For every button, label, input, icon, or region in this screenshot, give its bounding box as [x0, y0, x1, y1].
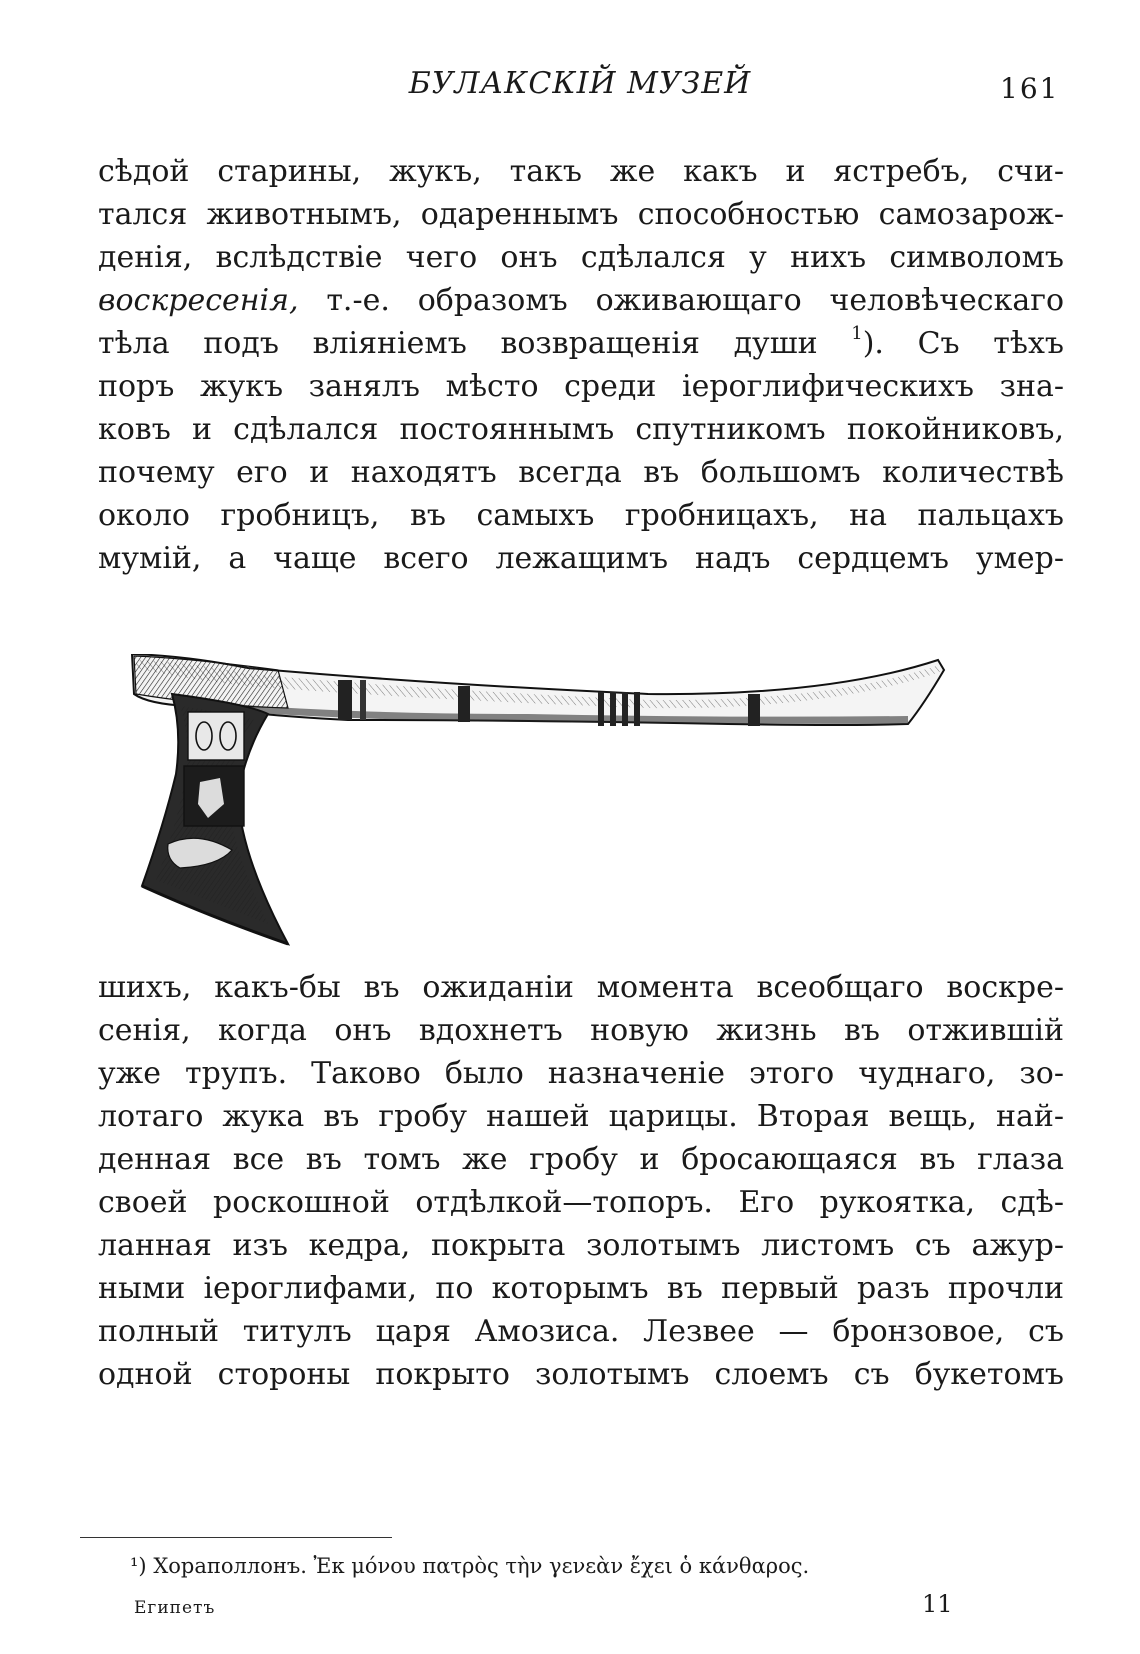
handle-band	[338, 680, 352, 720]
text-line	[98, 281, 1064, 321]
text-line: сенія, когда онъ вдохнетъ новую жизнь въ отжившій	[98, 1013, 1064, 1048]
footnote-text: Хораполлонъ. Ἐκ μόνου πατρὸς τὴν γενεὰν ἔχει ὁ κάνθαρος.	[153, 1554, 810, 1578]
italic-word: воскресенія,	[98, 283, 299, 318]
text-line-start: тѣла подъ вліяніемъ возвращенія души	[98, 326, 852, 361]
text-line: своей роскошной отдѣлкой—топоръ. Его рукоятка, сдѣ-	[98, 1185, 1064, 1220]
text-line: полный титулъ царя Амозиса. Лезвее — бронзовое, съ	[98, 1314, 1064, 1349]
text-line: поръ жукъ занялъ мѣсто среди іероглифическихъ зна-	[98, 369, 1064, 404]
page-number: 161	[1000, 72, 1060, 105]
handle-band	[634, 692, 640, 726]
footnote-reference: 1	[851, 323, 863, 344]
text-line: мумій, а чаще всего лежащимъ надъ сердцемъ умер-	[98, 541, 1064, 576]
text-line-rest: т.-е. образомъ оживающаго человѣческаго	[298, 283, 1064, 318]
text-line: тался животнымъ, одареннымъ способностью самозарож-	[98, 197, 1064, 232]
text-line: шихъ, какъ-бы въ ожиданіи момента всеобщаго воскре-	[98, 970, 1064, 1005]
handle-band	[458, 686, 470, 722]
text-line: ковъ и сдѣлался постояннымъ спутникомъ покойниковъ,	[98, 412, 1064, 447]
text-line: уже трупъ. Таково было назначеніе этого чуднаго, зо-	[98, 1056, 1064, 1091]
handle-band	[610, 692, 616, 726]
handle-band	[748, 694, 760, 726]
footnote	[130, 1554, 809, 1578]
running-header-title: БУЛАКСКІЙ МУЗЕЙ	[408, 66, 752, 101]
text-line: лотаго жука въ гробу нашей царицы. Вторая вещь, най-	[98, 1099, 1064, 1134]
text-line: денія, вслѣдствіе чего онъ сдѣлался у нихъ символомъ	[98, 240, 1064, 275]
text-line-end: ). Съ тѣхъ	[862, 326, 1064, 361]
text-line: около гробницъ, въ самыхъ гробницахъ, на пальцахъ	[98, 498, 1064, 533]
signature-mark: Египетъ	[134, 1598, 216, 1618]
footnote-marker: ¹)	[130, 1554, 147, 1578]
text-line	[98, 324, 1064, 364]
text-line: денная все въ томъ же гробу и бросающаяся въ глаза	[98, 1142, 1064, 1177]
text-line: ными іероглифами, по которымъ въ первый разъ прочли	[98, 1271, 1064, 1306]
text-line: одной стороны покрыто золотымъ слоемъ съ букетомъ	[98, 1357, 1064, 1392]
text-line: ланная изъ кедра, покрыта золотымъ листомъ съ ажур-	[98, 1228, 1064, 1263]
axe-illustration	[128, 654, 1008, 964]
footnote-rule	[80, 1537, 392, 1538]
handle-band	[598, 692, 604, 726]
text-line: сѣдой старины, жукъ, такъ же какъ и ястребъ, счи-	[98, 154, 1064, 189]
handle-band	[360, 680, 366, 720]
handle-band	[622, 692, 628, 726]
text-line: почему его и находятъ всегда въ большомъ количествѣ	[98, 455, 1064, 490]
sheet-number: 11	[922, 1590, 953, 1618]
